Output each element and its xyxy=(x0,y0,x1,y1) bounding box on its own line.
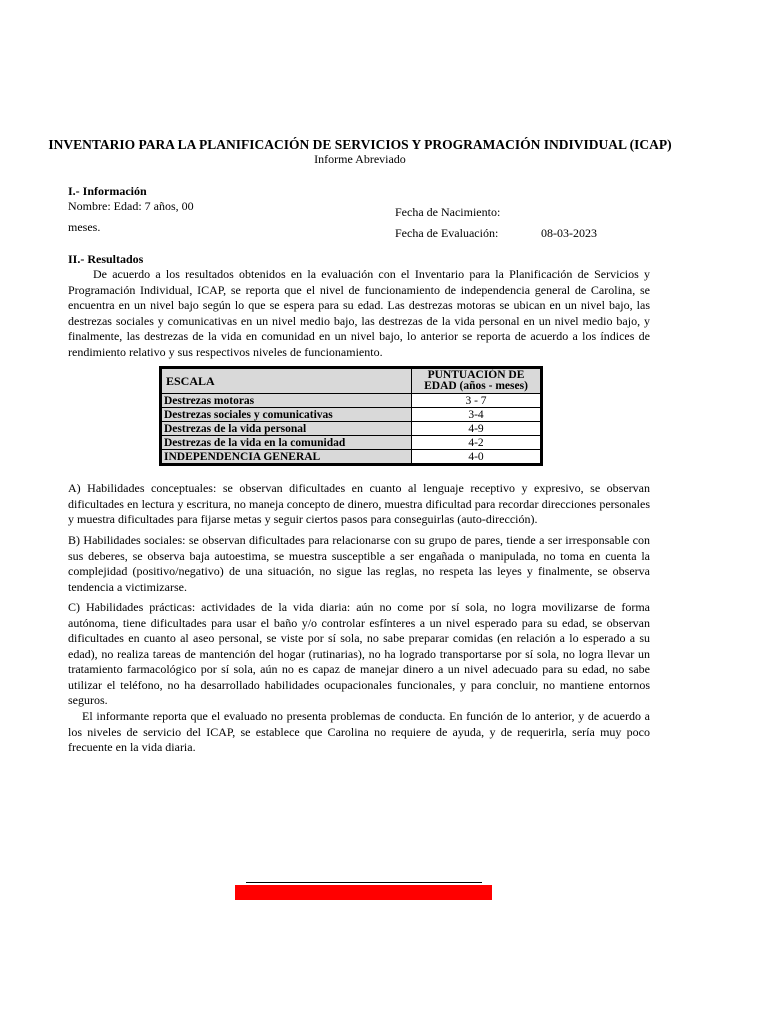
signature-line xyxy=(246,882,482,883)
table-row xyxy=(161,394,542,408)
header-score-line1: PUNTUACIÓN DE xyxy=(427,369,525,381)
row-label: Destrezas de la vida personal xyxy=(161,422,412,436)
paragraph-social: B) Habilidades sociales: se observan dificultades para relacionarse con su grupo de pares, tiende a ser irresponsable con sus deberes, se observa baja autoestima, se muestra susceptible a ser engañada o manipulada, no toma en cuenta la complejidad (positivo/negativo) de una situación, no sigue las reglas, no respeta las leyes y finalmente, se observa tendencia a victimizarse. xyxy=(68,533,650,594)
eval-date-value: 08-03-2023 xyxy=(541,226,597,240)
paragraph-conceptual: A) Habilidades conceptuales: se observan dificultades en cuanto al lenguaje receptivo y expresivo, se observan dificultades en lectura y escritura, no maneja concepto de dinero, muestra dificultad para recordar direcciones personales y muestra dificultades para fijarse metas y seguir ciertos pasos para conseguirlas (auto-dirección). xyxy=(68,481,650,526)
months-word: meses. xyxy=(68,220,101,234)
table-row xyxy=(161,408,542,422)
row-value: 3 - 7 xyxy=(412,394,542,408)
paragraph-practical: C) Habilidades prácticas: actividades de la vida diaria: aún no come por sí sola, no logra movilizarse de forma autónoma, tiene dificultades para usar el baño y/o controlar esfínteres a un nivel esperado para su edad, se observan dificultades en cuanto al aseo personal, se viste por sí sola, no sabe preparar comidas (en relación a lo esperado a su edad), no realiza tareas de mantención del hogar (rutinarias), no ha logrado transportarse por sí sola, no logra llevar un tratamiento farmacológico por sí sola, aún no es capaz de manejar dinero a un nivel adecuado para su edad, no sabe utilizar el teléfono, no ha desarrollado habilidades ocupacionales funcionales, y para concluir, no mantiene entornos seguros. xyxy=(68,600,650,707)
document-title: INVENTARIO PARA LA PLANIFICACIÓN DE SERVICIOS Y PROGRAMACIÓN INDIVIDUAL (ICAP) xyxy=(48,137,672,152)
eval-date-label: Fecha de Evaluación: xyxy=(395,226,499,240)
results-intro: De acuerdo a los resultados obtenidos en la evaluación con el Inventario para la Planificación de Servicios y Programación Individual, ICAP, se reporta que el nivel de funcionamiento de independencia general de Carolina, se encuentra en un nivel bajo según lo que se espera para su edad. Las destrezas motoras se ubican en un nivel bajo, las destrezas sociales y comunicativas en un nivel medio bajo, las destrezas de la vida personal en un nivel medio bajo, y finalmente, las destrezas de la vida en comunidad en un nivel bajo, lo anterior se reporta de acuerdo a los índices de rendimiento relativo y sus respectivos niveles de funcionamiento. xyxy=(68,267,650,359)
header-score xyxy=(412,368,542,394)
info-heading: I.- Información xyxy=(68,184,147,198)
header-scale: ESCALA xyxy=(161,368,412,394)
document-subtitle: Informe Abreviado xyxy=(314,152,406,166)
row-label: Destrezas sociales y comunicativas xyxy=(161,408,412,422)
table-row xyxy=(161,436,542,450)
row-label: Destrezas de la vida en la comunidad xyxy=(161,436,412,450)
name-age-line: Nombre: Edad: 7 años, 00 xyxy=(68,199,194,213)
row-label: Destrezas motoras xyxy=(161,394,412,408)
redaction-bar xyxy=(235,885,492,900)
row-value: 3-4 xyxy=(412,408,542,422)
row-value: 4-2 xyxy=(412,436,542,450)
row-label: INDEPENDENCIA GENERAL xyxy=(161,450,412,465)
paragraph-conclusion: El informante reporta que el evaluado no presenta problemas de conducta. En función de lo anterior, y de acuerdo a los niveles de servicio del ICAP, se establece que Carolina no requiere de ayuda, y de requerirla, sería muy poco frecuente en la vida diaria. xyxy=(68,709,650,754)
table-row xyxy=(161,450,542,465)
header-score-line2: EDAD (años - meses) xyxy=(424,380,528,392)
scale-table xyxy=(159,366,543,466)
birth-date-label: Fecha de Nacimiento: xyxy=(395,205,501,219)
results-heading: II.- Resultados xyxy=(68,252,144,266)
row-value: 4-9 xyxy=(412,422,542,436)
row-value: 4-0 xyxy=(412,450,542,465)
table-row xyxy=(161,422,542,436)
table-header-row xyxy=(161,368,542,394)
